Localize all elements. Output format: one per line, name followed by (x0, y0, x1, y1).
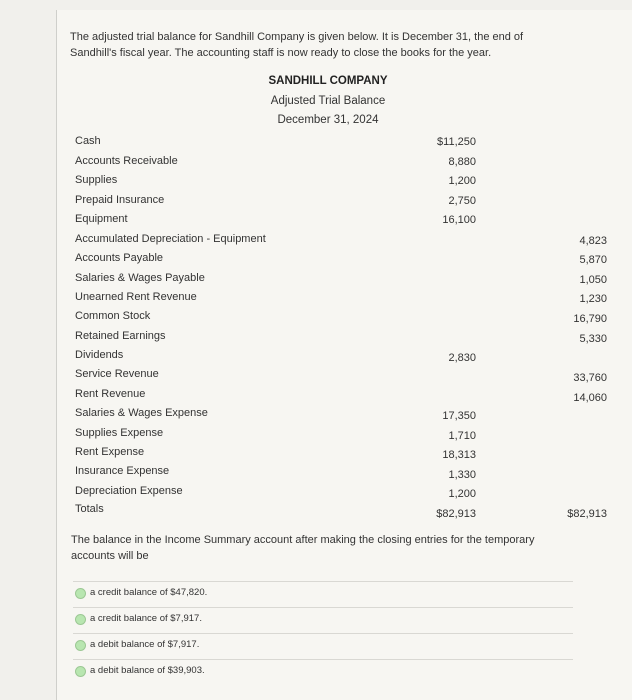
account-label: Supplies Expense (75, 427, 164, 439)
account-label: Cash (75, 135, 101, 147)
debit-value: 2,750 (448, 195, 476, 207)
credit-value: 14,060 (573, 392, 607, 404)
option-label: a credit balance of $47,820. (90, 587, 208, 598)
debit-value: $11,250 (437, 136, 476, 148)
debit-value: 16,100 (442, 214, 476, 226)
answer-option-c[interactable] (73, 633, 573, 656)
option-label: a debit balance of $39,903. (90, 665, 205, 676)
problem-statement: The adjusted trial balance for Sandhill Company is given below. It is December 31, the end of Sandhill's fiscal year. The accounting staff is now ready to close the books for the year. (70, 31, 524, 59)
credit-value: 16,790 (573, 313, 607, 325)
radio-button-icon[interactable] (75, 588, 86, 599)
radio-button-icon[interactable] (75, 640, 86, 651)
debit-total: $82,913 (436, 508, 476, 520)
option-label: a debit balance of $7,917. (90, 639, 200, 650)
statement-date: December 31, 2024 (277, 114, 379, 126)
account-label: Accounts Receivable (75, 155, 178, 167)
answer-option-b[interactable] (73, 607, 573, 630)
account-label: Rent Expense (75, 446, 145, 458)
statement-title: Adjusted Trial Balance (270, 95, 386, 107)
answer-option-a[interactable] (73, 581, 573, 604)
credit-value: 4,823 (579, 235, 607, 247)
account-label: Salaries & Wages Expense (75, 407, 208, 419)
credit-value: 1,050 (579, 274, 607, 286)
account-label: Retained Earnings (75, 330, 166, 342)
credit-value: 5,870 (579, 254, 607, 266)
debit-value: 8,880 (448, 156, 476, 168)
account-label: Common Stock (75, 310, 151, 322)
credit-total: $82,913 (567, 508, 607, 520)
account-label: Service Revenue (75, 368, 159, 380)
account-label: Unearned Rent Revenue (75, 291, 197, 303)
account-label: Rent Revenue (75, 388, 146, 400)
debit-value: 1,710 (448, 430, 476, 442)
account-label: Supplies (75, 174, 118, 186)
question-text: The balance in the Income Summary account after making the closing entries for the temporary accounts will be (71, 534, 535, 562)
totals-label: Totals (75, 503, 104, 515)
account-label: Accumulated Depreciation - Equipment (75, 233, 266, 245)
option-label: a credit balance of $7,917. (90, 613, 202, 624)
account-label: Depreciation Expense (75, 485, 183, 497)
account-label: Insurance Expense (75, 465, 170, 477)
account-label: Equipment (75, 213, 128, 225)
account-label: Dividends (75, 349, 124, 361)
radio-button-icon[interactable] (75, 614, 86, 625)
company-name: SANDHILL COMPANY (268, 75, 388, 87)
debit-value: 1,200 (448, 488, 476, 500)
debit-value: 17,350 (442, 410, 476, 422)
credit-value: 5,330 (579, 333, 607, 345)
account-label: Salaries & Wages Payable (75, 272, 205, 284)
debit-value: 2,830 (448, 352, 476, 364)
credit-value: 1,230 (579, 293, 607, 305)
account-label: Accounts Payable (75, 252, 164, 264)
radio-button-icon[interactable] (75, 666, 86, 677)
debit-value: 18,313 (442, 449, 476, 461)
credit-value: 33,760 (573, 372, 607, 384)
account-label: Prepaid Insurance (75, 194, 165, 206)
debit-value: 1,330 (448, 469, 476, 481)
answer-option-d[interactable] (73, 659, 573, 682)
debit-value: 1,200 (448, 175, 476, 187)
